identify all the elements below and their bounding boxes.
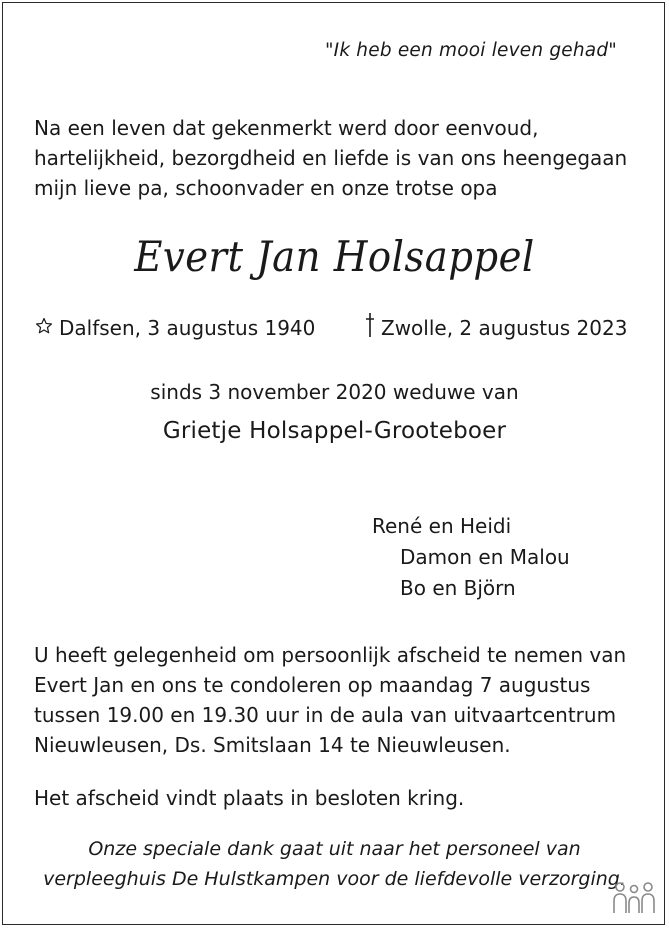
funeral-note: Het afscheid vindt plaats in besloten kring. xyxy=(34,786,465,810)
death-text: Zwolle, 2 augustus 2023 xyxy=(381,315,628,340)
visitation-line: Nieuwleusen, Ds. Smitslaan 14 te Nieuwleusen. xyxy=(34,733,511,757)
birth-text: Dalfsen, 3 augustus 1940 xyxy=(59,316,316,340)
widow-name: Grietje Holsappel-Grooteboer xyxy=(162,418,507,444)
visitation-line: Evert Jan en ons te condoleren op maandag 7 augustus xyxy=(34,673,591,697)
cross-icon xyxy=(365,312,375,343)
visitation-info xyxy=(34,640,626,760)
death-info xyxy=(365,312,627,343)
thanks-line: verpleeghuis De Hulstkampen voor de liefdevolle verzorging. xyxy=(43,868,626,890)
family-member: Bo en Björn xyxy=(400,576,516,600)
family-member: Damon en Malou xyxy=(400,545,570,569)
family-list xyxy=(372,511,570,604)
thanks-text xyxy=(0,834,669,894)
birth-info xyxy=(35,316,315,340)
visitation-line: U heeft gelegenheid om persoonlijk afscheid te nemen van xyxy=(34,643,627,667)
deceased-name: Evert Jan Holsappel xyxy=(134,232,535,281)
widow-intro: sinds 3 november 2020 weduwe van xyxy=(150,380,519,404)
family-logo-icon xyxy=(611,879,657,919)
motto-quote: "Ik heb een mooi leven gehad" xyxy=(324,40,617,61)
star-icon xyxy=(35,316,53,340)
thanks-line: Onze speciale dank gaat uit naar het personeel van xyxy=(88,838,581,860)
intro-line: mijn lieve pa, schoonvader en onze trotse opa xyxy=(34,176,498,200)
intro-line: hartelijkheid, bezorgdheid en liefde is van ons heengegaan xyxy=(34,146,628,170)
family-member: René en Heidi xyxy=(372,514,512,538)
intro-text xyxy=(34,113,627,203)
intro-line: Na een leven dat gekenmerkt werd door eenvoud, xyxy=(34,116,539,140)
visitation-line: tussen 19.00 en 19.30 uur in de aula van uitvaartcentrum xyxy=(34,703,617,727)
